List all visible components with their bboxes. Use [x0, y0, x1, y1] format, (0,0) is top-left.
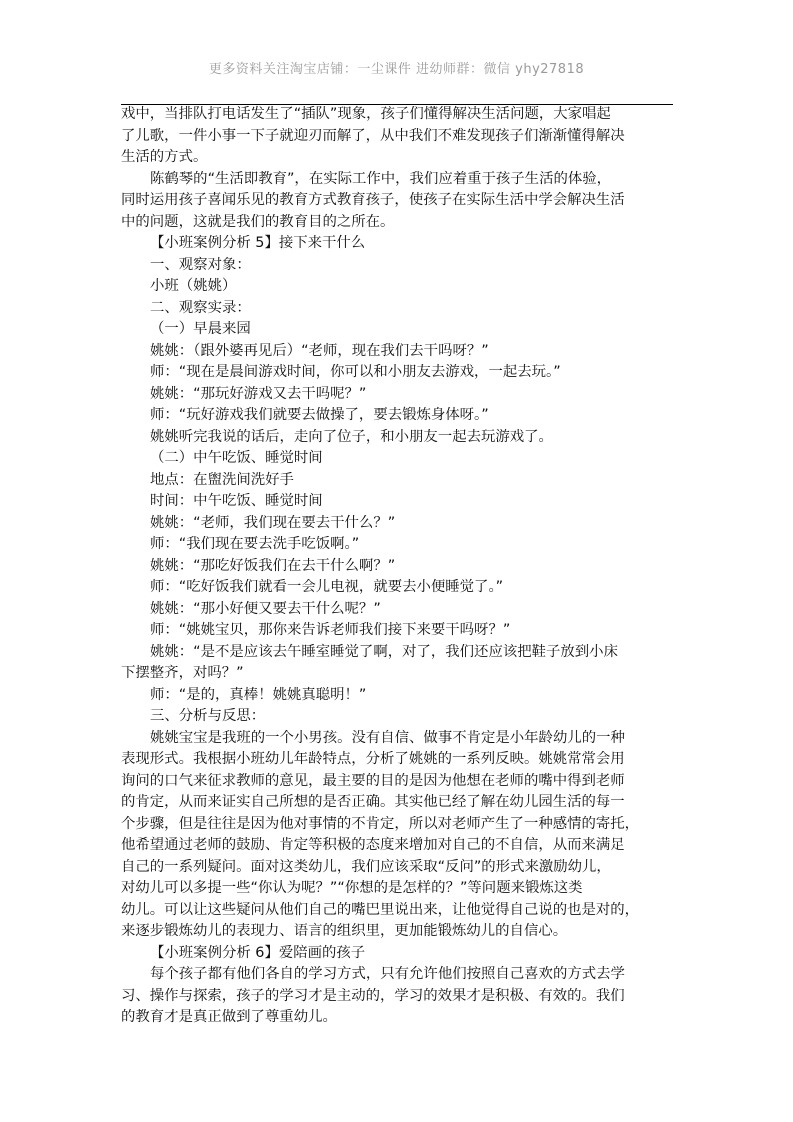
text-line: 的肯定，从而来证实自己所想的是否正确。其实他已经了解在幼儿园生活的每一 — [121, 794, 625, 810]
text-line: 姚姚：“那吃好饭我们在去干什么啊？” — [150, 557, 396, 574]
text-line: 表现形式。我根据小班幼儿年龄特点，分析了姚姚的一系列反映。姚姚常常会用 — [121, 751, 625, 767]
text-line: 中的问题，这就是我们的教育目的之所在。 — [121, 213, 395, 230]
text-line: 姚姚：“那小好便又要去干什么呢？” — [150, 600, 381, 617]
text-line: 个步骤，但是往往是因为他对事情的不肯定，所以对老师产生了一种感情的寄托， — [121, 815, 640, 832]
text-line: 自己的一系列疑问。面对这类幼儿，我们应该采取“反问”的形式来激励幼儿， — [121, 858, 611, 875]
text-line: 【小班案例分析 6】爱陪画的孩子 — [150, 944, 366, 961]
text-line: 姚姚宝宝是我班的一个小男孩。没有自信、做事不肯定是小年龄幼儿的一种 — [150, 729, 625, 746]
text-line: 师：“姚姚宝贝，那你来告诉老师我们接下来要干吗呀？” — [150, 622, 511, 638]
text-line: 幼儿。可以让这些疑问从他们自己的嘴巴里说出来，让他觉得自己说的也是对的， — [121, 901, 640, 918]
text-line: 姚姚：“那玩好游戏又去干吗呢？” — [150, 385, 367, 402]
text-line: 时间：中午吃饭、睡觉时间 — [150, 493, 323, 509]
text-line: 习、操作与探索，孩子的学习才是主动的，学习的效果才是积极、有效的。我们 — [121, 987, 625, 1004]
header-banner: 更多资料关注淘宝店铺：一尘课件 进幼师群：微信 yhy27818 — [208, 62, 585, 77]
text-line: 同时运用孩子喜闻乐见的教育方式教育孩子，使孩子在实际生活中学会解决生活 — [121, 192, 625, 208]
text-line: 每个孩子都有他们各自的学习方式，只有允许他们按照自己喜欢的方式去学 — [150, 966, 625, 982]
text-line: 姚姚听完我说的话后，走向了位子，和小朋友一起去玩游戏了。 — [150, 428, 553, 445]
text-line: 姚姚：（跟外婆再见后）“老师，现在我们去干吗呀？” — [150, 342, 489, 359]
text-line: 地点：在盥洗间洗好手 — [150, 471, 294, 488]
text-line: 了儿歌，一件小事一下子就迎刃而解了，从中我们不难发现孩子们渐渐懂得解决 — [121, 127, 625, 144]
text-line: 陈鹤琴的“生活即教育”，在实际工作中，我们应着重于孩子生活的体验， — [150, 170, 612, 187]
text-line: 他希望通过老师的鼓励、肯定等积极的态度来增加对自己的不自信，从而来满足 — [121, 837, 625, 853]
text-line: 对幼儿可以多提一些“你认为呢？”“你想的是怎样的？”等问题来锻炼这类 — [121, 880, 583, 896]
text-line: 小班（姚姚） — [150, 278, 237, 294]
text-line: 生活的方式。 — [121, 149, 208, 165]
text-line: 【小班案例分析 5】接下来干什么 — [150, 235, 366, 251]
text-line: 来逐步锻炼幼儿的表现力、语言的组织里，更加能锻炼幼儿的自信心。 — [121, 923, 568, 939]
text-line: 一、观察对象： — [150, 256, 251, 273]
text-line: 下摆整齐，对吗？” — [121, 665, 244, 681]
text-line: （一）早晨来园 — [150, 321, 251, 337]
text-line: 二、观察实录： — [150, 299, 251, 316]
text-line: 师：“是的，真棒！姚姚真聪明！” — [150, 686, 367, 703]
text-line: 师：“吃好饭我们就看一会儿电视，就要去小便睡觉了。” — [150, 579, 504, 595]
text-line: 的教育才是真正做到了尊重幼儿。 — [121, 1009, 337, 1025]
text-line: 三、分析与反思： — [150, 708, 266, 724]
text-line: 师：“我们现在要去洗手吃饭啊。” — [150, 536, 360, 552]
text-line: 师：“现在是晨间游戏时间，你可以和小朋友去游戏，一起去玩。” — [150, 364, 561, 380]
text-line: 姚姚：“老师，我们现在要去干什么？” — [150, 514, 396, 531]
text-line: 师：“玩好游戏我们就要去做操了，要去锻炼身体呀。” — [150, 407, 489, 423]
text-line: 询问的口气来征求教师的意见，最主要的目的是因为他想在老师的嘴中得到老师 — [121, 772, 625, 789]
text-line: （二）中午吃饭、睡觉时间 — [150, 450, 323, 466]
document-body — [121, 104, 673, 1029]
text-line: 戏中，当排队打电话发生了“插队”现象，孩子们懂得解决生活问题，大家唱起 — [121, 106, 611, 122]
text-line: 姚姚：“是不是应该去午睡室睡觉了啊，对了，我们还应该把鞋子放到小床 — [150, 643, 618, 660]
